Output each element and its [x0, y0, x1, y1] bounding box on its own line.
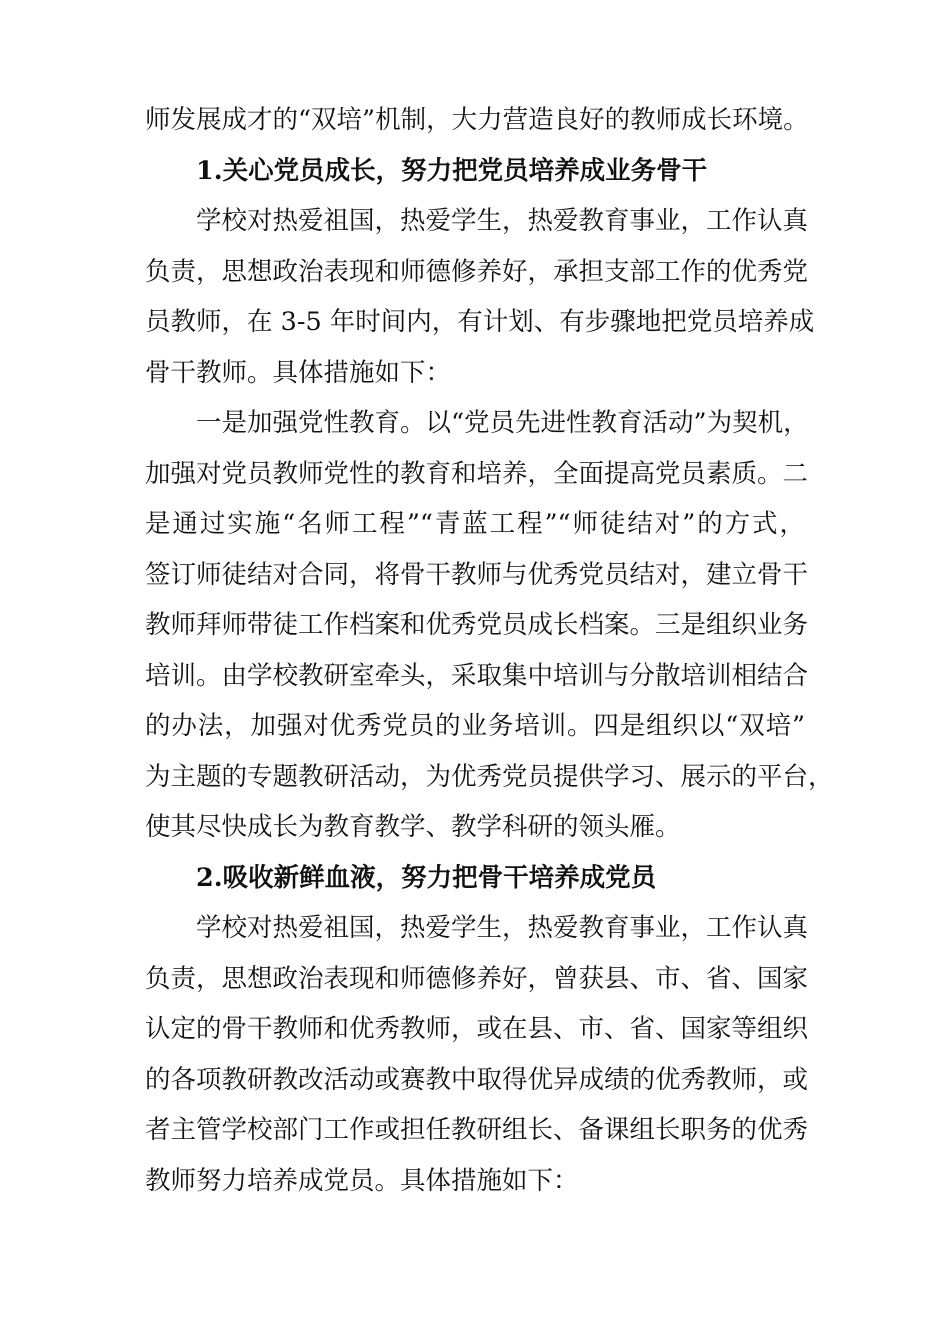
section-heading: 2.吸收新鲜血液，努力把骨干培养成党员 — [196, 862, 657, 893]
paragraph-first-line: 一是加强党性教育。以“党员先进性教育活动”为契机， — [196, 408, 809, 438]
body-line: 加强对党员教师党性的教育和培养，全面提高党员素质。二 — [145, 458, 809, 489]
body-line: 员教师，在 3-5 年时间内，有计划、有步骤地把党员培养成 — [145, 307, 815, 337]
body-line: 为主题的专题教研活动，为优秀党员提供学习、展示的平台， — [145, 761, 834, 792]
body-line: 是通过实施“名师工程”“青蓝工程”“师徒结对”的方式， — [145, 509, 805, 539]
body-line: 使其尽快成长为教育教学、教学科研的领头雁。 — [145, 812, 681, 842]
body-line: 骨干教师。具体措施如下： — [145, 357, 452, 388]
body-line: 的各项教研教改活动或赛教中取得优异成绩的优秀教师，或 — [145, 1064, 809, 1095]
body-line: 负责，思想政治表现和师德修养好，承担支部工作的优秀党 — [145, 256, 809, 287]
body-line: 教师努力培养成党员。具体措施如下： — [145, 1165, 579, 1196]
body-line: 签订师徒结对合同，将骨干教师与优秀党员结对，建立骨干 — [145, 559, 809, 590]
section-heading: 1.关心党员成长，努力把党员培养成业务骨干 — [196, 155, 708, 186]
body-line: 师发展成才的“双培”机制，大力营造良好的教师成长环境。 — [145, 105, 809, 135]
body-line: 者主管学校部门工作或担任教研组长、备课组长职务的优秀 — [145, 1115, 809, 1145]
body-line: 的办法，加强对优秀党员的业务培训。四是组织以“双培” — [145, 711, 805, 741]
body-line: 教师拜师带徒工作档案和优秀党员成长档案。三是组织业务 — [145, 610, 809, 640]
document-body — [145, 95, 834, 1206]
paragraph-first-line: 学校对热爱祖国，热爱学生，热爱教育事业，工作认真 — [196, 206, 809, 236]
body-line: 认定的骨干教师和优秀教师，或在县、市、省、国家等组织 — [145, 1014, 809, 1044]
paragraph-first-line: 学校对热爱祖国，热爱学生，热爱教育事业，工作认真 — [196, 913, 809, 943]
body-line: 负责，思想政治表现和师德修养好，曾获县、市、省、国家 — [145, 963, 809, 994]
body-line: 培训。由学校教研室牵头，采取集中培训与分散培训相结合 — [145, 660, 809, 691]
